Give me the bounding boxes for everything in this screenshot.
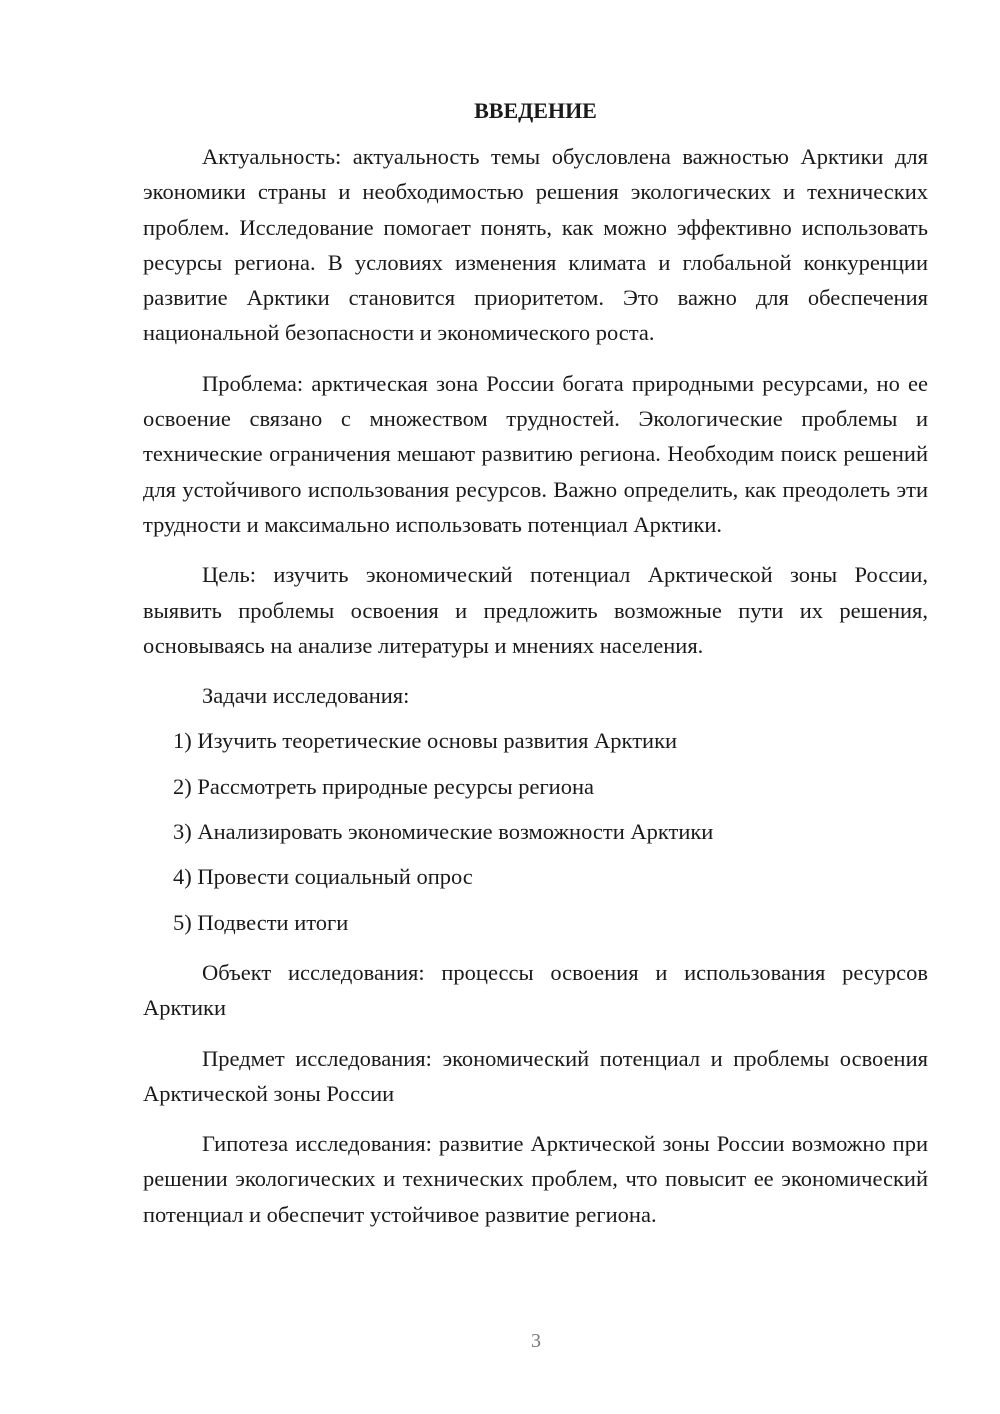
list-item: 4) Провести социальный опрос: [173, 864, 473, 890]
hypothesis-paragraph: Гипотеза исследования: развитие Арктической зоны России возможно при решении экологических и технических проблем, что повысит ее экономический потенциал и обеспечит устойчивое развитие региона.: [143, 1131, 928, 1227]
tasks-heading: Задачи исследования:: [202, 683, 410, 709]
relevance-paragraph: Актуальность: актуальность темы обусловлена важностью Арктики для экономики страны и необходимостью решения экологических и технических проблем. Исследование помогает понять, как можно эффективно использовать ресурсы региона. В условиях изменения климата и глобальной конкуренции развитие Арктики становится приоритетом. Это важно для обеспечения национальной безопасности и экономического роста.: [143, 144, 928, 346]
goal-paragraph: Цель: изучить экономический потенциал Арктической зоны России, выявить проблемы освоения и предложить возможные пути их решения, основываясь на анализе литературы и мнениях населения.: [143, 562, 928, 658]
list-item: 2) Рассмотреть природные ресурсы региона: [173, 773, 594, 799]
page-number: 3: [531, 1330, 541, 1352]
list-item: 3) Анализировать экономические возможности Арктики: [173, 819, 714, 845]
page-title: ВВЕДЕНИЕ: [474, 98, 597, 123]
list-item: 5) Подвести итоги: [173, 909, 349, 935]
object-paragraph: Объект исследования: процессы освоения и использования ресурсов Арктики: [143, 959, 928, 1021]
document-body: [143, 92, 928, 1247]
problem-paragraph: Проблема: арктическая зона России богата природными ресурсами, но ее освоение связано с множеством трудностей. Экологические проблемы и технические ограничения мешают развитию региона. Необходим поиск решений для устойчивого использования ресурсов. Важно определить, как преодолеть эти трудности и максимально использовать потенциал Арктики.: [143, 370, 928, 537]
subject-paragraph: Предмет исследования: экономический потенциал и проблемы освоения Арктической зоны России: [143, 1045, 928, 1106]
tasks-list: [143, 723, 928, 939]
list-item: 1) Изучить теоретические основы развития Арктики: [173, 728, 678, 754]
